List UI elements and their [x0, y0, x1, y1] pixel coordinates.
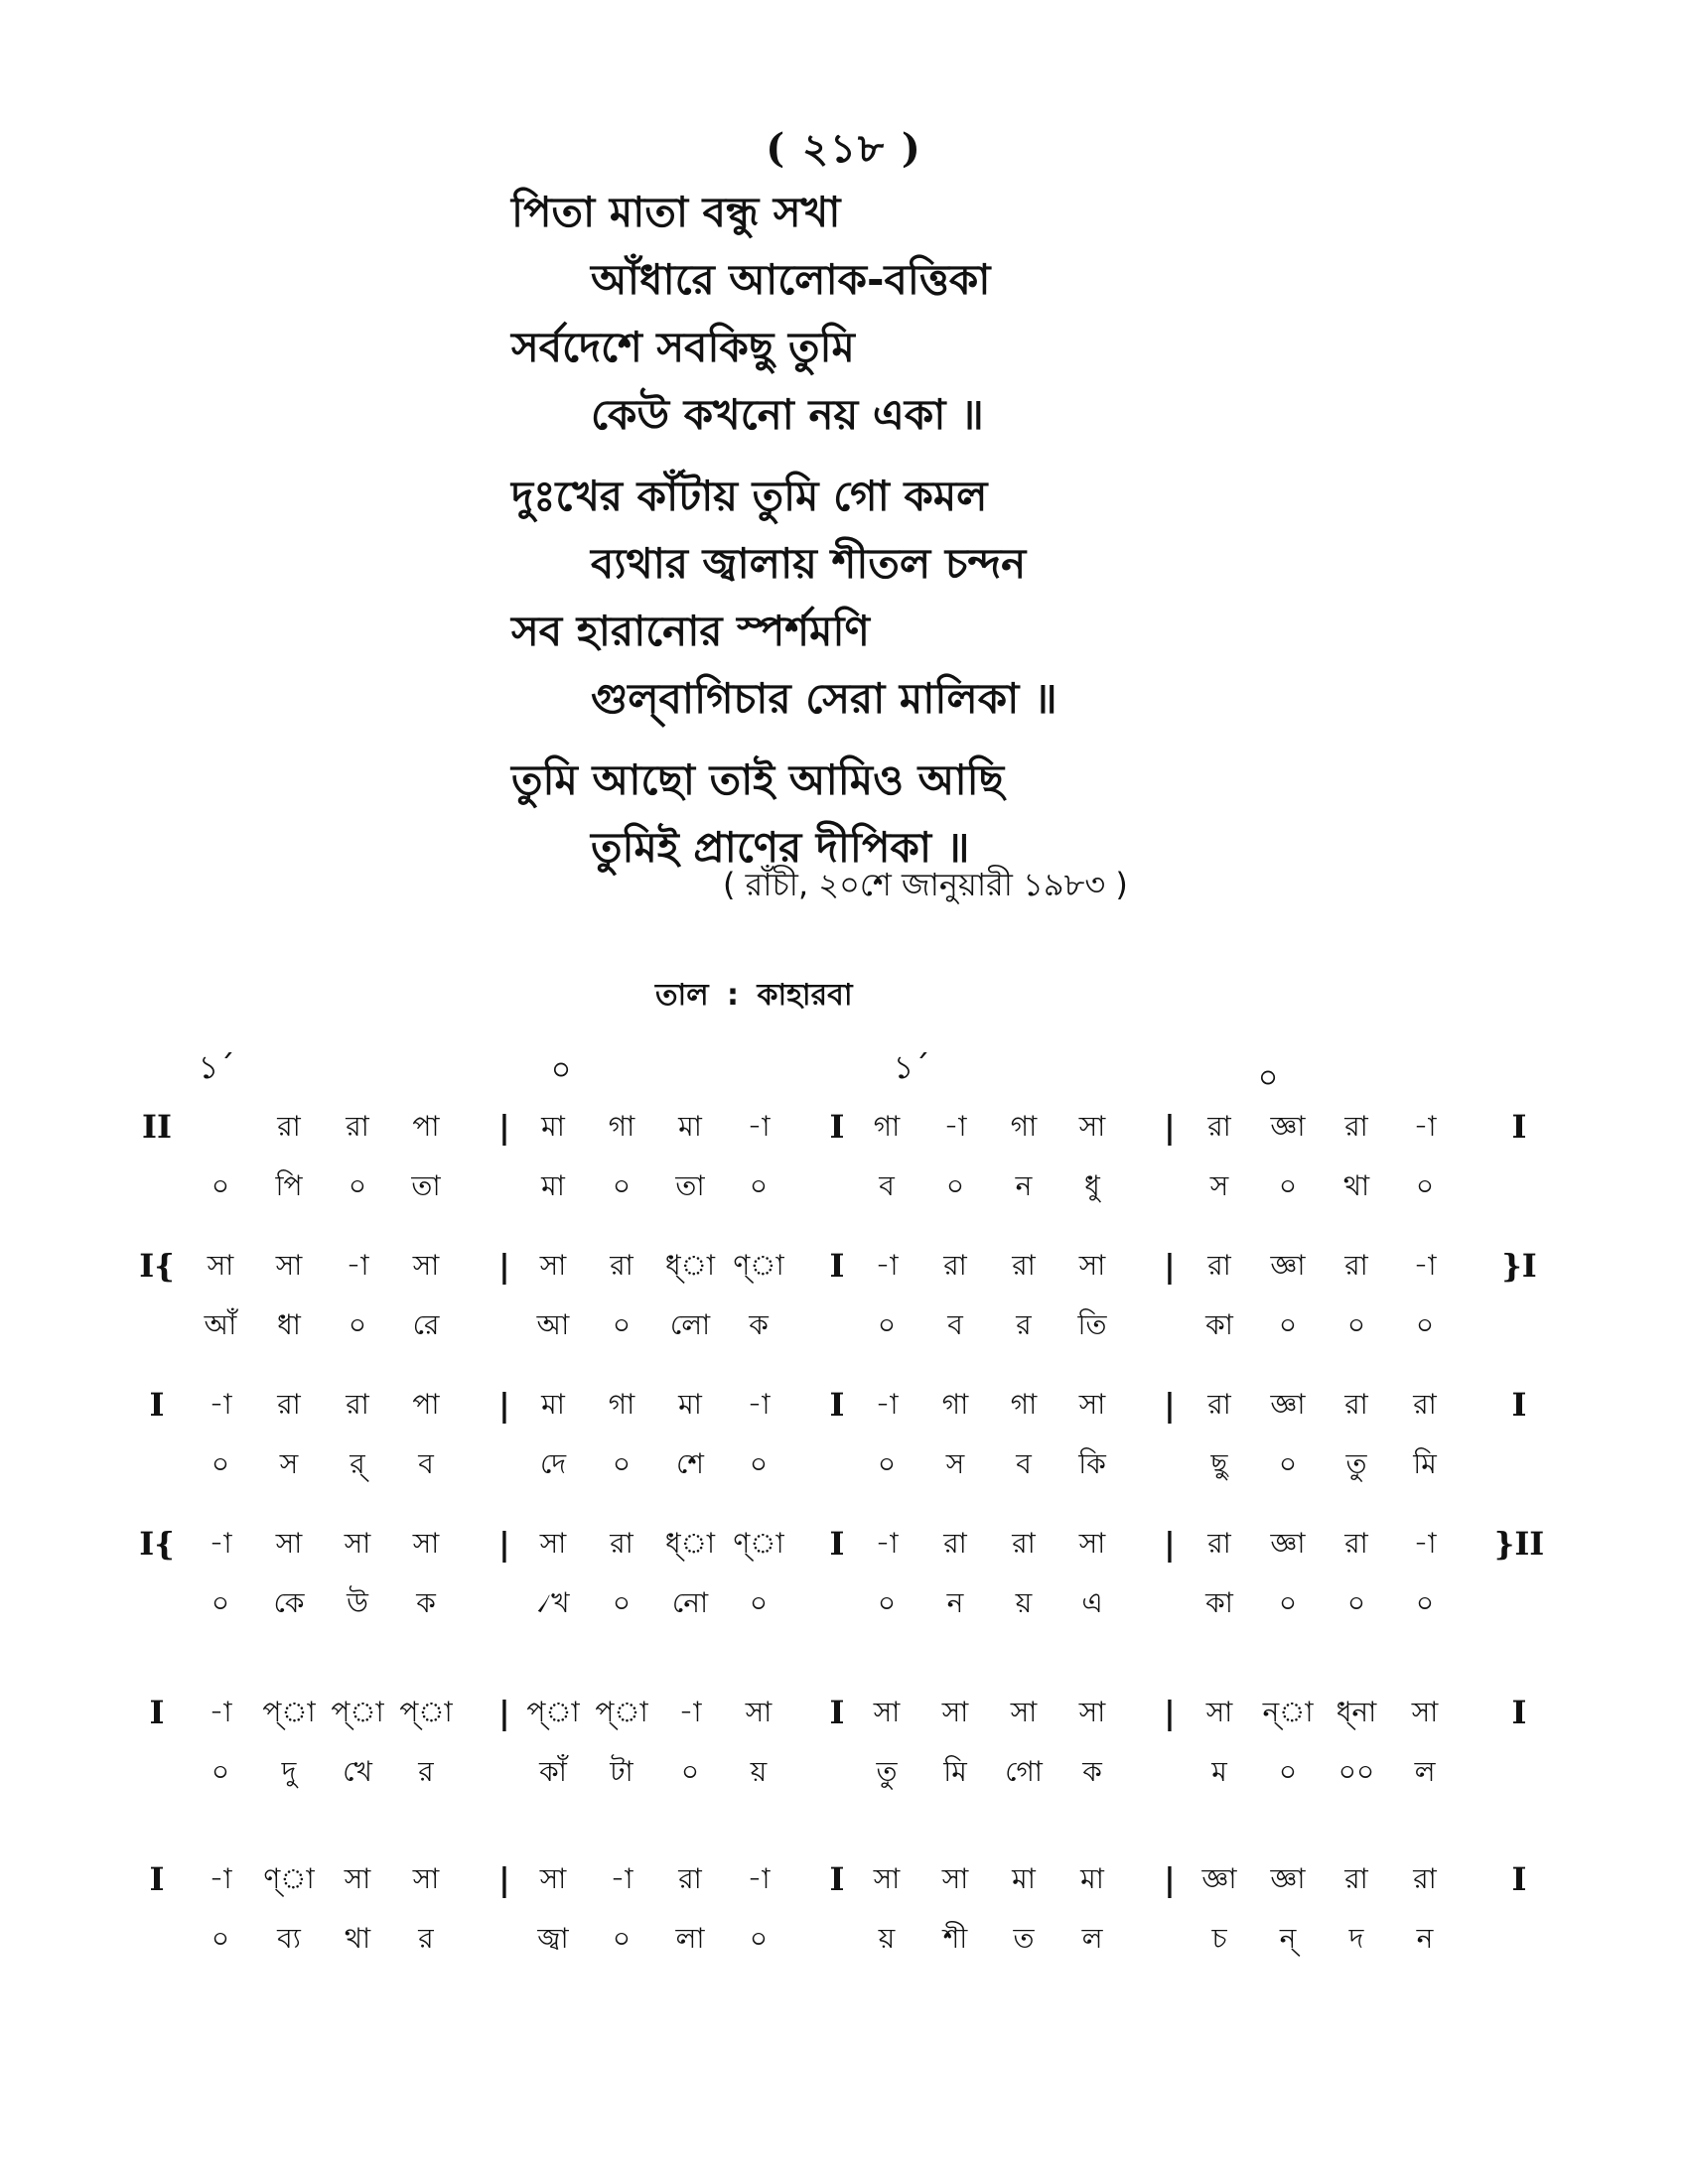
- lyric-syllable: ন: [1416, 1922, 1434, 1955]
- swara-note: -া: [747, 1110, 771, 1143]
- swara-note: -া: [875, 1249, 899, 1282]
- lyric-syllable: ০: [348, 1169, 367, 1202]
- swara-note: প্‌া: [526, 1696, 580, 1728]
- swara-note: -া: [209, 1696, 232, 1728]
- swara-note: -া: [678, 1696, 702, 1728]
- swara-note: ধ্‌া: [664, 1249, 716, 1282]
- swara-note: মা: [541, 1110, 565, 1143]
- row-open-bar: I: [149, 1694, 165, 1731]
- lyric-syllable: থা: [1342, 1169, 1370, 1202]
- lyric-syllable: চ: [1211, 1922, 1227, 1955]
- bar-line: |: [1164, 1694, 1176, 1731]
- swara-note: রা: [1207, 1110, 1231, 1143]
- lyric-syllable: ০: [211, 1922, 230, 1955]
- lyric-syllable: ০: [877, 1586, 897, 1619]
- lyric-syllable: ন: [946, 1586, 964, 1619]
- swara-note: প্‌া: [595, 1696, 648, 1728]
- lyric-syllable: ৴খ: [536, 1586, 570, 1619]
- swara-note: সা: [1078, 1110, 1106, 1143]
- swara-note: -া: [1413, 1527, 1437, 1560]
- lyric-syllable: ০: [211, 1169, 230, 1202]
- bar-line: |: [1164, 1386, 1176, 1424]
- lyric-syllable: ক: [416, 1586, 436, 1619]
- lyric-syllable: ০: [612, 1922, 632, 1955]
- lyric-syllable: ০: [211, 1447, 230, 1480]
- lyric-syllable: নো: [671, 1586, 709, 1619]
- row-close-bar: }II: [1493, 1525, 1545, 1563]
- swara-note: সা: [412, 1862, 440, 1895]
- lyric-syllable: য়: [878, 1922, 896, 1955]
- swara-note: গা: [1010, 1110, 1038, 1143]
- beat-marker: ০: [550, 1050, 572, 1088]
- lyric-syllable: ০: [211, 1586, 230, 1619]
- swara-note: সা: [745, 1696, 773, 1728]
- lyric-syllable: ব: [879, 1169, 895, 1202]
- lyric-syllable: র্: [350, 1447, 365, 1480]
- beat-marker: ১´: [198, 1048, 235, 1086]
- swara-note: জ্ঞা: [1270, 1110, 1306, 1143]
- bar-line: I: [829, 1694, 845, 1731]
- swara-note: সা: [941, 1862, 969, 1895]
- lyric-syllable: র: [418, 1755, 434, 1788]
- swara-note: প্‌া: [262, 1696, 316, 1728]
- swara-note: ধ্‌া: [664, 1527, 716, 1560]
- lyric-syllable: খে: [343, 1755, 372, 1788]
- swara-note: সা: [412, 1249, 440, 1282]
- lyric-syllable: ০: [877, 1447, 897, 1480]
- lyric-syllable: তি: [1077, 1308, 1107, 1341]
- tala-separator: :: [727, 978, 740, 1013]
- swara-note: জ্ঞা: [1270, 1527, 1306, 1560]
- swara-note: গা: [608, 1388, 635, 1421]
- lyric-syllable: তা: [675, 1169, 705, 1202]
- swara-note: রা: [1012, 1527, 1036, 1560]
- swara-note: পা: [412, 1110, 440, 1143]
- lyric-syllable: ০: [1278, 1169, 1298, 1202]
- lyric-syllable: র: [418, 1922, 434, 1955]
- lyric-syllable: মি: [1413, 1447, 1437, 1480]
- poem-line: তুমিই প্রাণের দীপিকা ॥: [591, 823, 970, 872]
- bar-line: |: [1164, 1860, 1176, 1898]
- lyric-syllable: টা: [610, 1755, 633, 1788]
- swara-note: রা: [678, 1862, 702, 1895]
- lyric-syllable: কা: [1205, 1586, 1233, 1619]
- swara-note: সা: [539, 1249, 567, 1282]
- swara-note: -া: [943, 1110, 967, 1143]
- bar-line: I: [829, 1860, 845, 1898]
- swara-note: সা: [873, 1696, 901, 1728]
- row-close-bar: I: [1511, 1386, 1527, 1424]
- lyric-syllable: ছু: [1210, 1447, 1228, 1480]
- lyric-syllable: ০: [1346, 1308, 1366, 1341]
- bar-line: |: [498, 1694, 510, 1731]
- lyric-syllable: ক: [749, 1308, 769, 1341]
- lyric-syllable: ০: [612, 1308, 632, 1341]
- swara-note: -া: [1413, 1110, 1437, 1143]
- lyric-syllable: মা: [541, 1169, 565, 1202]
- swara-note: রা: [346, 1388, 369, 1421]
- swara-note: মা: [1012, 1862, 1036, 1895]
- swara-note: সা: [1411, 1696, 1439, 1728]
- lyric-syllable: শে: [676, 1447, 704, 1480]
- tala-name: কাহারবা: [757, 978, 853, 1013]
- lyric-syllable: আ: [536, 1308, 570, 1341]
- poem-line: দুঃখের কাঁটায় তুমি গো কমল: [511, 472, 988, 520]
- swara-note: প্‌া: [331, 1696, 384, 1728]
- swara-note: ণ্‌া: [733, 1527, 784, 1560]
- swara-note: প্‌া: [399, 1696, 453, 1728]
- lyric-syllable: ম: [1211, 1755, 1227, 1788]
- lyric-syllable: ০: [680, 1755, 700, 1788]
- row-close-bar: I: [1511, 1694, 1527, 1731]
- lyric-syllable: ন্: [1279, 1922, 1297, 1955]
- row-open-bar: I: [149, 1386, 165, 1424]
- bar-line: I: [829, 1247, 845, 1285]
- poem-line: তুমি আছো তাই আমিও আছি: [511, 755, 1005, 804]
- poem-line: ব্যথার জ্বালায় শীতল চন্দন: [591, 539, 1027, 588]
- swara-note: রা: [1207, 1527, 1231, 1560]
- row-open-bar: I{: [139, 1247, 175, 1285]
- lyric-syllable: ০: [1415, 1586, 1435, 1619]
- swara-note: -া: [346, 1249, 369, 1282]
- bar-line: |: [498, 1860, 510, 1898]
- swara-note: জ্ঞা: [1270, 1862, 1306, 1895]
- lyric-syllable: উ: [347, 1586, 368, 1619]
- lyric-syllable: ব: [418, 1447, 434, 1480]
- lyric-syllable: র: [1016, 1308, 1032, 1341]
- swara-note: সা: [941, 1696, 969, 1728]
- swara-note: -া: [209, 1527, 232, 1560]
- lyric-syllable: ত: [1013, 1922, 1035, 1955]
- swara-note: রা: [943, 1249, 967, 1282]
- swara-note: রা: [943, 1527, 967, 1560]
- lyric-syllable: ০: [877, 1308, 897, 1341]
- poem-line: আঁধারে আলোক-বত্তিকা: [591, 255, 991, 304]
- beat-marker: ০: [1257, 1058, 1279, 1096]
- bar-line: I: [829, 1108, 845, 1146]
- lyric-syllable: ০: [1415, 1169, 1435, 1202]
- lyric-syllable: ০: [749, 1922, 769, 1955]
- swara-note: রা: [1344, 1110, 1368, 1143]
- swara-note: ধ্‌না: [1336, 1696, 1377, 1728]
- poem-line: কেউ কখনো নয় একা ॥: [591, 390, 984, 439]
- swara-note: মা: [678, 1388, 702, 1421]
- swara-note: রা: [1344, 1388, 1368, 1421]
- poem: [0, 179, 1688, 895]
- bar-line: |: [1164, 1108, 1176, 1146]
- lyric-syllable: ০: [211, 1755, 230, 1788]
- swara-note: জ্ঞা: [1270, 1388, 1306, 1421]
- swara-note: পা: [412, 1388, 440, 1421]
- row-open-bar: I{: [139, 1525, 175, 1563]
- poem-line: পিতা মাতা বন্ধু সখা: [511, 188, 841, 236]
- swara-note: -া: [747, 1862, 771, 1895]
- lyric-syllable: শী: [942, 1922, 968, 1955]
- lyric-syllable: দু: [281, 1755, 297, 1788]
- lyric-syllable: গো: [1005, 1755, 1043, 1788]
- lyric-syllable: তু: [876, 1755, 898, 1788]
- lyric-syllable: ০: [1278, 1755, 1298, 1788]
- lyric-syllable: স: [945, 1447, 965, 1480]
- lyric-syllable: ব: [1016, 1447, 1032, 1480]
- swara-note: ন্‌া: [1262, 1696, 1314, 1728]
- swara-note: -া: [209, 1862, 232, 1895]
- swara-note: রা: [1207, 1249, 1231, 1282]
- lyric-syllable: ০: [1278, 1586, 1298, 1619]
- swara-note: -া: [875, 1527, 899, 1560]
- poem-line: গুল্‌বাগিচার সেরা মালিকা ॥: [591, 674, 1057, 723]
- swara-note: গা: [1010, 1388, 1038, 1421]
- page-number: ( ২১৮ ): [766, 125, 922, 172]
- lyric-syllable: মি: [943, 1755, 967, 1788]
- lyric-syllable: জ্বা: [537, 1922, 569, 1955]
- lyric-syllable: ধু: [1084, 1169, 1100, 1202]
- swara-note: রা: [346, 1110, 369, 1143]
- lyric-syllable: কাঁ: [539, 1755, 567, 1788]
- swara-note: রা: [1207, 1388, 1231, 1421]
- swara-note: রা: [1413, 1388, 1437, 1421]
- dateline: ( রাঁচী, ২০শে জানুয়ারী ১৯৮৩ ): [723, 866, 1128, 903]
- bar-line: |: [498, 1247, 510, 1285]
- bar-line: |: [1164, 1525, 1176, 1563]
- swara-note: মা: [1080, 1862, 1104, 1895]
- lyric-syllable: ব্য: [277, 1922, 301, 1955]
- stanza: [0, 179, 1688, 449]
- swara-note: সা: [412, 1527, 440, 1560]
- poem-line: সর্বদেশে সবকিছু তুমি: [511, 323, 855, 371]
- swara-note: -া: [875, 1388, 899, 1421]
- swara-note: সা: [539, 1862, 567, 1895]
- lyric-syllable: ০: [612, 1169, 632, 1202]
- swara-note: সা: [275, 1527, 303, 1560]
- swara-note: রা: [1344, 1527, 1368, 1560]
- beat-marker: ১´: [893, 1048, 930, 1086]
- swara-note: সা: [1078, 1527, 1106, 1560]
- swara-note: সা: [344, 1527, 371, 1560]
- lyric-syllable: পি: [275, 1169, 303, 1202]
- swara-note: সা: [873, 1862, 901, 1895]
- lyric-syllable: ০: [348, 1308, 367, 1341]
- swara-note: সা: [1078, 1388, 1106, 1421]
- lyric-syllable: কে: [273, 1586, 305, 1619]
- lyric-syllable: লো: [669, 1308, 711, 1341]
- bar-line: |: [498, 1525, 510, 1563]
- bar-line: |: [1164, 1247, 1176, 1285]
- lyric-syllable: ০: [1278, 1447, 1298, 1480]
- swara-note: সা: [1078, 1249, 1106, 1282]
- lyric-syllable: ন: [1015, 1169, 1033, 1202]
- swara-note: গা: [873, 1110, 901, 1143]
- row-close-bar: }I: [1501, 1247, 1537, 1285]
- swara-note: গা: [941, 1388, 969, 1421]
- swara-note: সা: [207, 1249, 234, 1282]
- lyric-syllable: ব: [947, 1308, 963, 1341]
- swara-note: ণ্‌া: [263, 1862, 315, 1895]
- lyric-syllable: থা: [344, 1922, 371, 1955]
- swara-note: জ্ঞা: [1201, 1862, 1237, 1895]
- lyric-syllable: দ: [1348, 1922, 1364, 1955]
- tala-heading: [0, 971, 1688, 1022]
- swara-note: রা: [610, 1249, 633, 1282]
- swara-note: মা: [541, 1388, 565, 1421]
- lyric-syllable: ল: [1081, 1922, 1103, 1955]
- swara-note: সা: [1078, 1696, 1106, 1728]
- swara-note: রা: [277, 1110, 301, 1143]
- lyric-syllable: য়: [750, 1755, 768, 1788]
- swara-note: রা: [277, 1388, 301, 1421]
- lyric-syllable: লা: [675, 1922, 705, 1955]
- bar-line: I: [829, 1525, 845, 1563]
- swara-note: রা: [1344, 1249, 1368, 1282]
- poem-line: সব হারানোর স্পর্শমণি: [511, 607, 870, 655]
- swara-note: ণ্‌া: [733, 1249, 784, 1282]
- row-open-bar: I: [149, 1860, 165, 1898]
- swara-note: রা: [1344, 1862, 1368, 1895]
- lyric-syllable: স: [1209, 1169, 1229, 1202]
- swara-note: -া: [610, 1862, 633, 1895]
- lyric-syllable: স: [279, 1447, 299, 1480]
- lyric-syllable: কা: [1205, 1308, 1233, 1341]
- swara-note: মা: [678, 1110, 702, 1143]
- lyric-syllable: ০: [945, 1169, 965, 1202]
- lyric-syllable: ধা: [277, 1308, 301, 1341]
- lyric-syllable: ০০: [1337, 1755, 1375, 1788]
- swara-note: রা: [610, 1527, 633, 1560]
- swara-note: জ্ঞা: [1270, 1249, 1306, 1282]
- row-open-bar: II: [142, 1108, 172, 1146]
- stanza: [0, 463, 1688, 733]
- lyric-syllable: য়: [1015, 1586, 1033, 1619]
- lyric-syllable: রে: [412, 1308, 440, 1341]
- swara-note: রা: [1012, 1249, 1036, 1282]
- row-close-bar: I: [1511, 1108, 1527, 1146]
- beat-markers: [0, 1042, 1688, 1096]
- lyric-syllable: ০: [1415, 1308, 1435, 1341]
- lyric-syllable: এ: [1081, 1586, 1103, 1619]
- row-close-bar: I: [1511, 1860, 1527, 1898]
- lyric-syllable: ০: [749, 1447, 769, 1480]
- lyric-syllable: ০: [1278, 1308, 1298, 1341]
- swara-note: -া: [747, 1388, 771, 1421]
- swara-note: রা: [1413, 1862, 1437, 1895]
- lyric-syllable: ০: [612, 1586, 632, 1619]
- bar-line: I: [829, 1386, 845, 1424]
- lyric-syllable: ল: [1414, 1755, 1436, 1788]
- swara-note: গা: [608, 1110, 635, 1143]
- tala-label: তাল: [655, 978, 709, 1013]
- lyric-syllable: ০: [1346, 1586, 1366, 1619]
- swara-note: -া: [209, 1388, 232, 1421]
- lyric-syllable: আঁ: [204, 1308, 237, 1341]
- bar-line: |: [498, 1108, 510, 1146]
- lyric-syllable: কি: [1078, 1447, 1106, 1480]
- swara-note: সা: [344, 1862, 371, 1895]
- swara-note: সা: [275, 1249, 303, 1282]
- swara-note: সা: [539, 1527, 567, 1560]
- lyric-syllable: ০: [612, 1447, 632, 1480]
- lyric-syllable: ০: [749, 1169, 769, 1202]
- swara-note: -া: [1413, 1249, 1437, 1282]
- lyric-syllable: তা: [411, 1169, 441, 1202]
- lyric-syllable: দে: [539, 1447, 567, 1480]
- lyric-syllable: তু: [1345, 1447, 1367, 1480]
- swara-note: সা: [1205, 1696, 1233, 1728]
- lyric-syllable: ক: [1082, 1755, 1102, 1788]
- lyric-syllable: ০: [749, 1586, 769, 1619]
- swara-note: সা: [1010, 1696, 1038, 1728]
- bar-line: |: [498, 1386, 510, 1424]
